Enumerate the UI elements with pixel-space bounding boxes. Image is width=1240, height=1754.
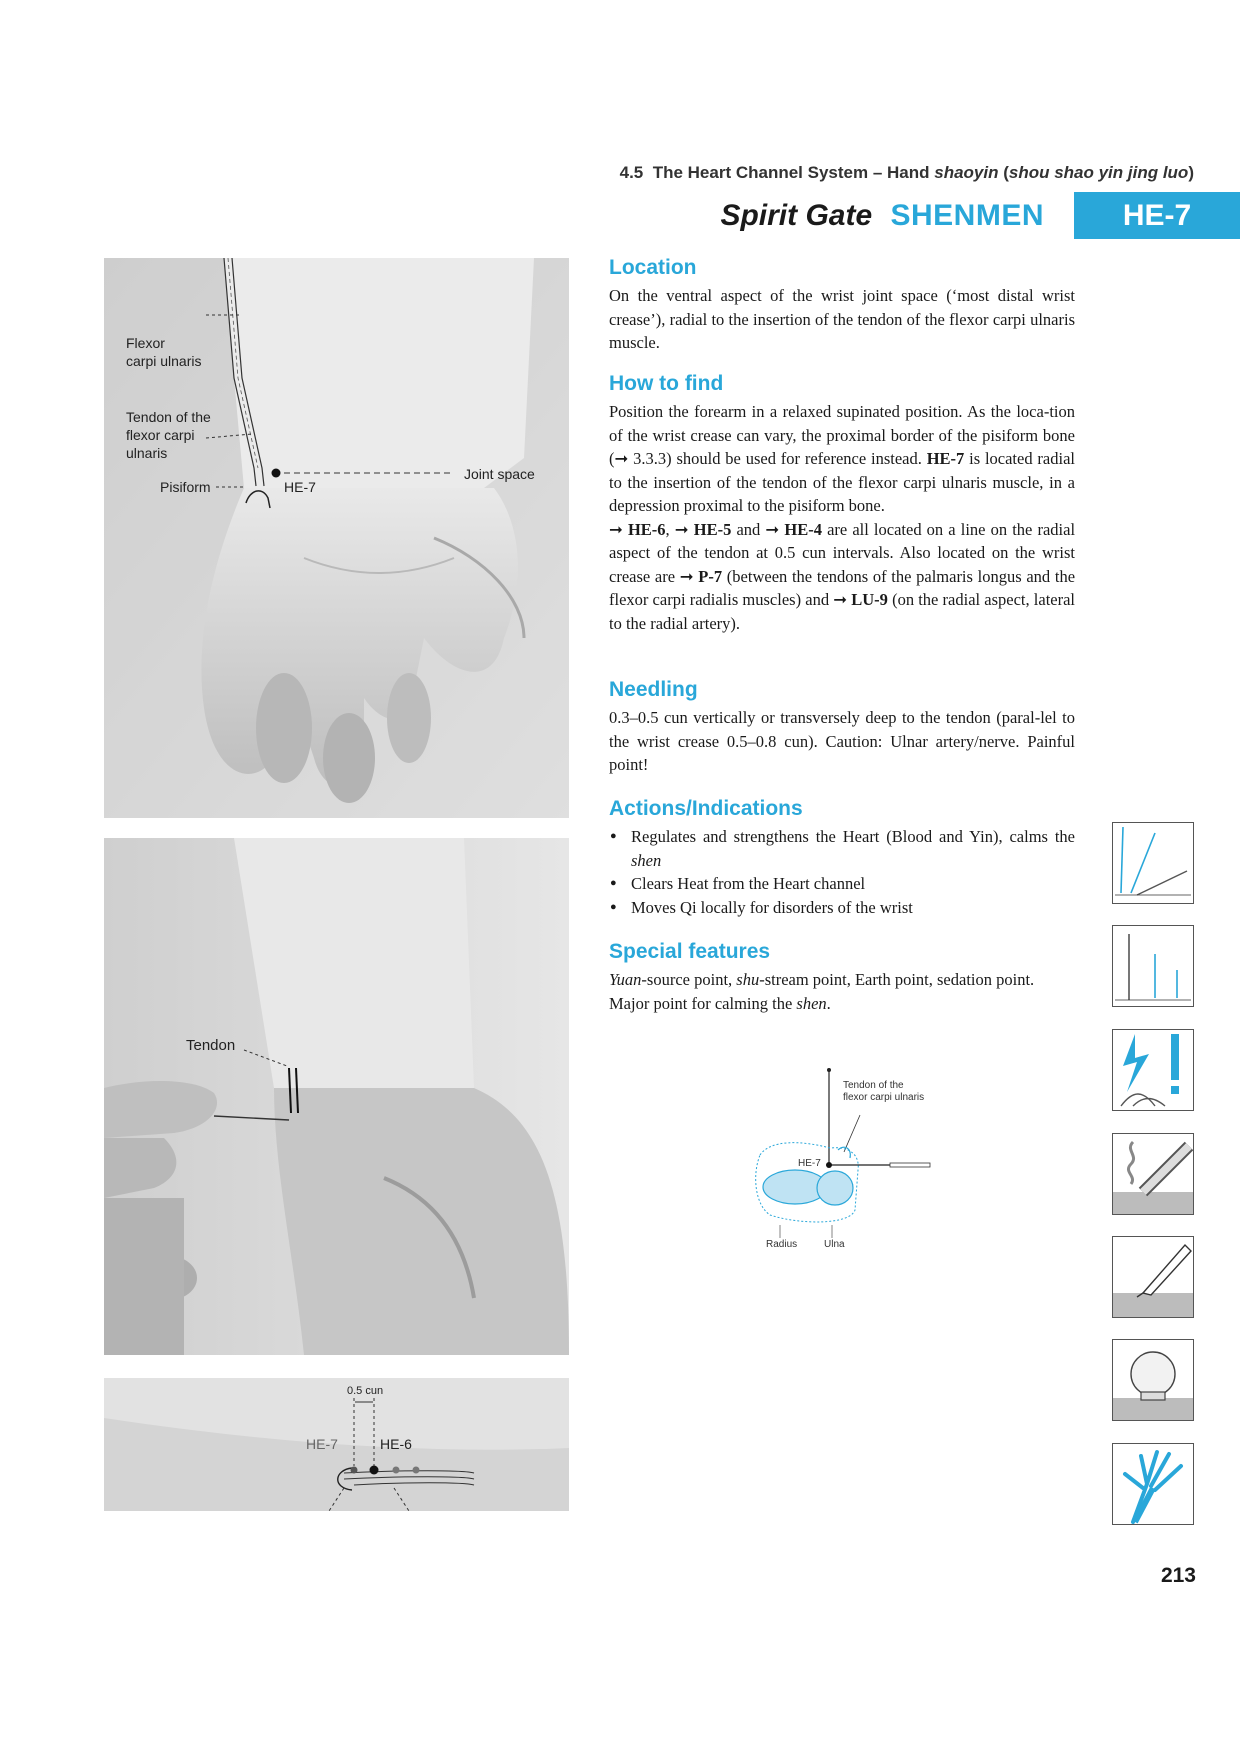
pricking-icon bbox=[1112, 1236, 1194, 1318]
diagram-label-tendon-2: flexor carpi ulnaris bbox=[843, 1092, 925, 1103]
diagram-label-he7: HE-7 bbox=[798, 1158, 821, 1169]
section-how-to-find bbox=[609, 371, 1075, 635]
label-tendon-1: Tendon of the bbox=[126, 409, 211, 425]
arrow-icon: ➞ bbox=[679, 566, 694, 586]
arrow-icon: ➞ bbox=[614, 449, 629, 468]
list-item: ● Clears Heat from the Heart channel bbox=[609, 872, 1075, 896]
bold-point-ref: HE-6 bbox=[627, 519, 666, 539]
text-run: , bbox=[665, 519, 675, 539]
diagram-label-ulna: Ulna bbox=[824, 1239, 845, 1250]
label-flexor-1: Flexor bbox=[126, 335, 165, 351]
text-run: (between the tendons of the palmaris longus and the flexor carpi radialis muscles) and bbox=[609, 566, 1076, 609]
arrow-icon: ➞ bbox=[674, 519, 689, 539]
italic-term: shen bbox=[631, 850, 662, 870]
location-text: On the ventral aspect of the wrist joint space (‘most distal wrist crease’), radial to the insertion of the tendon of the flexor carpi ulnaris muscle. bbox=[609, 286, 1075, 352]
list-item: ● Moves Qi locally for disorders of the wrist bbox=[609, 896, 1075, 920]
label-strip-he7: HE-7 bbox=[306, 1436, 338, 1452]
actions-list bbox=[609, 825, 1075, 919]
text-run: Regulates and strengthens the Heart (Blood and Yin), calms the bbox=[631, 827, 1075, 846]
label-tendon-2: flexor carpi bbox=[126, 427, 195, 443]
heading-how-to-find: How to find bbox=[609, 372, 724, 395]
how-to-find-paragraph-1 bbox=[609, 400, 1075, 518]
cross-section-diagram bbox=[740, 1060, 970, 1250]
text-run: -source point, bbox=[641, 970, 737, 989]
needle-depth-icon bbox=[1112, 925, 1194, 1007]
label-tendon-3: ulnaris bbox=[126, 445, 168, 461]
arrow-icon: ➞ bbox=[765, 519, 780, 539]
section-title-paren: ( bbox=[998, 163, 1009, 182]
section-needling bbox=[609, 677, 1075, 777]
section-actions bbox=[609, 796, 1075, 919]
list-item bbox=[609, 825, 1075, 872]
italic-term: shu bbox=[736, 970, 760, 989]
needling-illustration bbox=[104, 838, 569, 1355]
bold-point-ref: HE-5 bbox=[693, 519, 732, 539]
diagram-label-tendon-1: Tendon of the bbox=[843, 1080, 904, 1091]
photo-needling bbox=[104, 838, 569, 1355]
label-strip-he6: HE-6 bbox=[380, 1436, 412, 1452]
text-run: -stream point, Earth point, sedation point. Major point for calming the bbox=[609, 970, 1035, 1013]
label-he7: HE-7 bbox=[284, 479, 316, 495]
heading-needling: Needling bbox=[609, 678, 698, 701]
point-title bbox=[720, 199, 1044, 233]
heading-special-features: Special features bbox=[609, 940, 771, 963]
text-run: (on the radial aspect, lateral to the radial artery). bbox=[609, 590, 1076, 633]
bold-point-ref: LU-9 bbox=[851, 590, 888, 609]
needle-perpendicular-icon bbox=[1112, 822, 1194, 904]
section-number: 4.5 bbox=[619, 163, 644, 182]
moxibustion-icon bbox=[1112, 1133, 1194, 1215]
running-head bbox=[620, 163, 1194, 183]
point-pinyin-name: SHENMEN bbox=[890, 199, 1044, 232]
section-title-italic: shaoyin bbox=[934, 163, 999, 182]
italic-term: Yuan bbox=[609, 970, 642, 989]
cupping-icon bbox=[1112, 1339, 1194, 1421]
label-tendon: Tendon bbox=[186, 1037, 236, 1054]
text-run: . bbox=[826, 993, 831, 1013]
how-to-find-paragraph-2 bbox=[609, 518, 1075, 636]
text-run: is located radial to the insertion of the tendon of the flexor carpi ulnaris muscle, in a depression proximal to the pisiform bone. bbox=[609, 449, 1075, 515]
section-location bbox=[609, 255, 1075, 355]
needling-text: 0.3–0.5 cun vertically or transversely deep to the tendon (paral-lel to the wrist crease 0.5–0.8 cun). Caution: Ulnar artery/nerve. Painful point! bbox=[609, 708, 1075, 774]
bold-point-ref: P-7 bbox=[698, 566, 723, 586]
label-cun: 0.5 cun bbox=[347, 1385, 384, 1397]
label-pisiform: Pisiform bbox=[160, 479, 211, 495]
label-joint-space: Joint space bbox=[464, 466, 535, 482]
point-english-name: Spirit Gate bbox=[720, 199, 873, 232]
arrow-icon: ➞ bbox=[833, 590, 848, 609]
text-run: Position the forearm in a relaxed supinated position. As the loca-tion of the wrist crease can vary, the proximal border of the pisiform bone ( bbox=[609, 402, 1075, 468]
heading-actions: Actions/Indications bbox=[609, 797, 803, 820]
special-features-text bbox=[609, 968, 1075, 1015]
section-title-close: ) bbox=[1188, 163, 1194, 182]
diagram-label-radius: Radius bbox=[766, 1239, 798, 1250]
text-run: and bbox=[731, 519, 766, 539]
point-code-tab bbox=[1074, 192, 1240, 239]
bold-point-ref: HE-4 bbox=[784, 519, 822, 539]
italic-term: shen bbox=[796, 993, 827, 1013]
arrow-icon: ➞ bbox=[609, 519, 623, 539]
text-run: 3.3.3) should be used for reference instead. bbox=[628, 449, 927, 468]
section-special-features bbox=[609, 939, 1075, 1015]
heading-location: Location bbox=[609, 256, 697, 279]
photo-he7-he6 bbox=[104, 1378, 569, 1511]
page-number: 213 bbox=[1160, 1564, 1196, 1587]
hand-skeleton-icon bbox=[1112, 1443, 1194, 1525]
section-title: The Heart Channel System – Hand bbox=[652, 163, 935, 182]
text-run: are all located on a line on the radial aspect of the tendon at 0.5 cun intervals. Also located on the wrist crease are bbox=[609, 519, 1076, 586]
photo-wrist-anatomy bbox=[104, 258, 569, 818]
caution-nerve-icon bbox=[1112, 1029, 1194, 1111]
point-code: HE-7 bbox=[1122, 198, 1192, 232]
wrist-anatomy-illustration bbox=[104, 258, 569, 818]
label-flexor-2: carpi ulnaris bbox=[126, 353, 202, 369]
bold-point-ref: HE-7 bbox=[926, 449, 965, 468]
section-title-pinyin: shou shao yin jing luo bbox=[1008, 163, 1189, 182]
